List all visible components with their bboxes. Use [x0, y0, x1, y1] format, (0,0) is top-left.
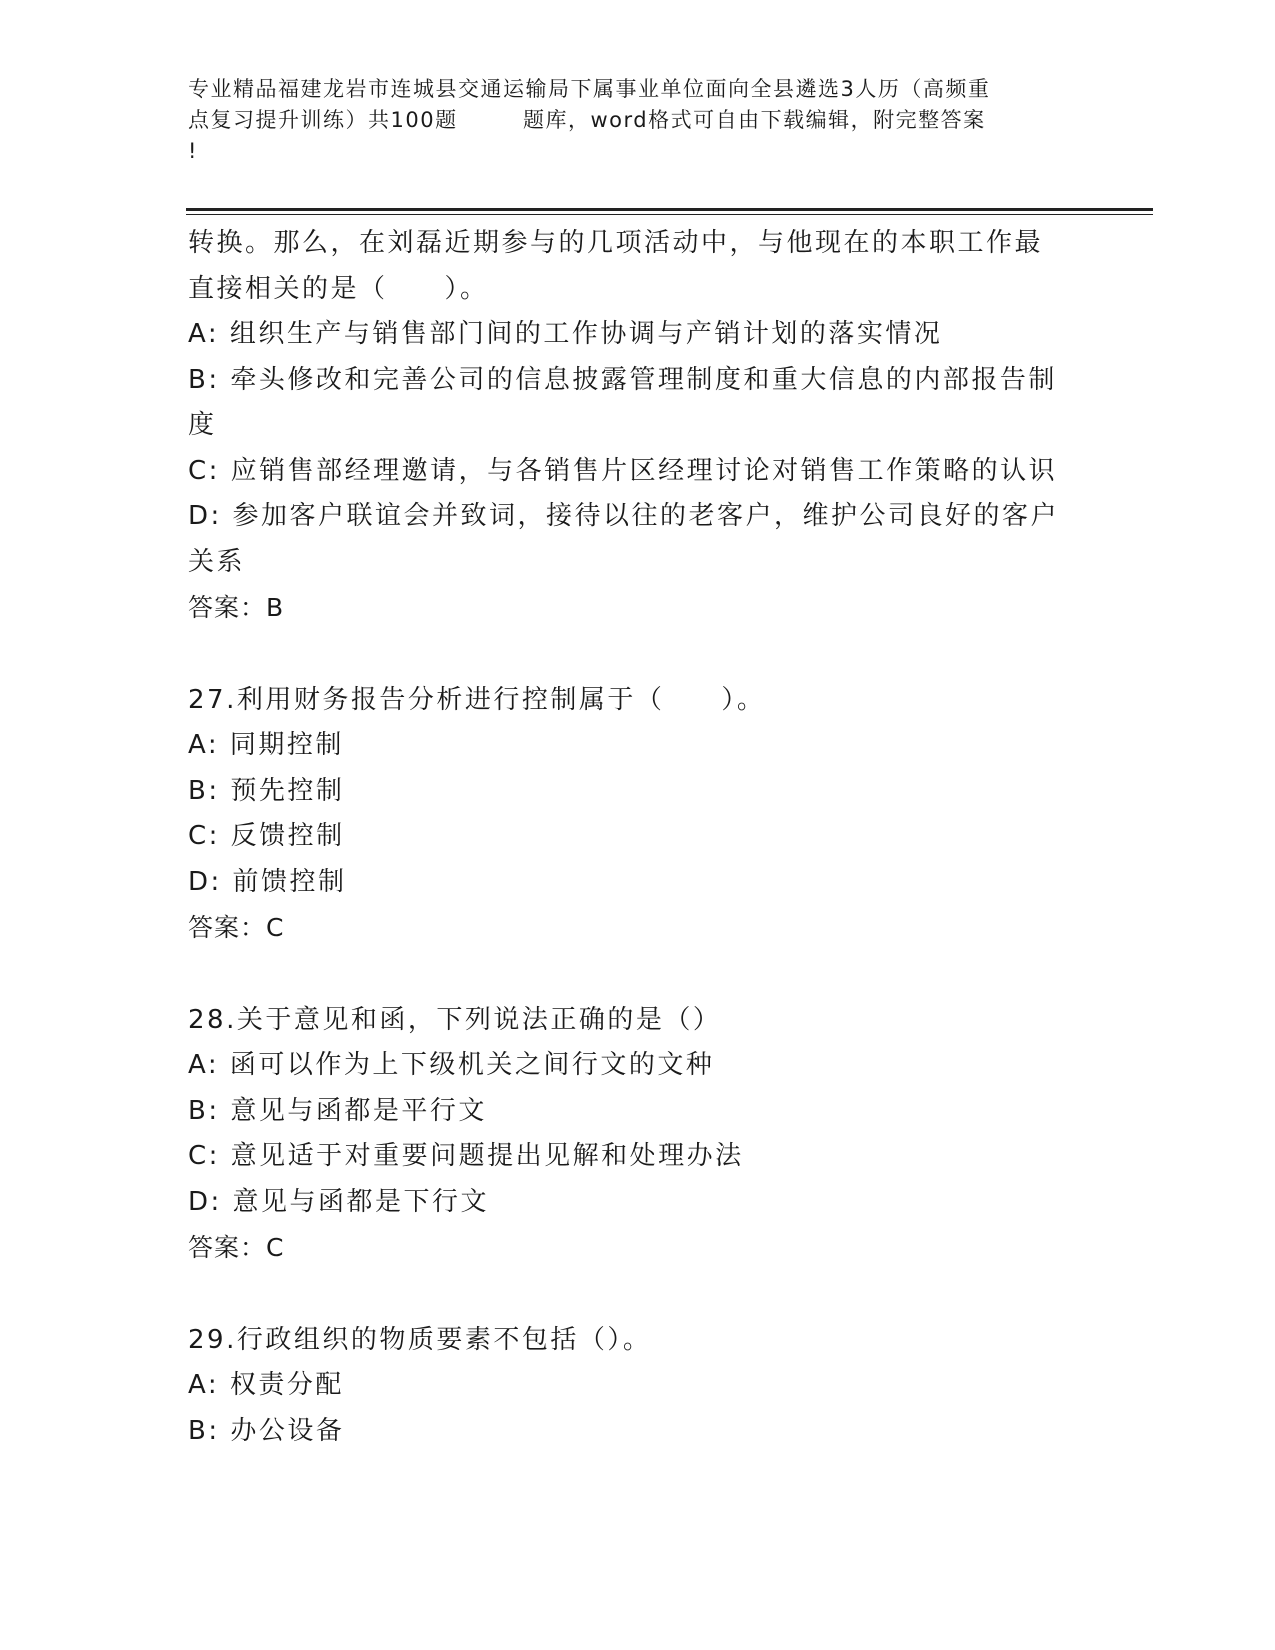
question-stem: 28.关于意见和函，下列说法正确的是（）: [188, 1004, 722, 1035]
option-c: C: 反馈控制: [188, 821, 345, 851]
question-list: [188, 221, 1088, 1454]
option-c: C: 应销售部经理邀请，与各销售片区经理讨论对销售工作策略的认识: [188, 455, 1058, 486]
option-a: A: 同期控制: [188, 730, 344, 760]
question-27: [188, 678, 1088, 951]
header-title-line-2: 点复习提升训练）共100题 题库，word格式可自由下载编辑，附完整答案: [188, 108, 986, 132]
page-header: [188, 74, 1088, 167]
answer-line: 答案：C: [188, 913, 285, 942]
option-a: A: 权责分配: [188, 1370, 344, 1400]
option-d: D: 意见与函都是下行文: [188, 1186, 490, 1217]
option-b: B: 办公设备: [188, 1415, 345, 1446]
question-28: [188, 998, 1088, 1271]
question-stem: 29.行政组织的物质要素不包括（）。: [188, 1324, 652, 1355]
answer-line: 答案：B: [188, 593, 285, 622]
option-a: A: 组织生产与销售部门间的工作协调与产销计划的落实情况: [188, 319, 943, 349]
header-title-line-3: !: [188, 139, 198, 163]
question-continued: [188, 221, 1088, 631]
option-d-wrap: 关系: [188, 546, 246, 577]
question-stem: 直接相关的是（ ）。: [188, 273, 489, 304]
question-stem: 转换。那么，在刘磊近期参与的几项活动中，与他现在的本职工作最: [188, 228, 1044, 258]
answer-line: 答案：C: [188, 1233, 285, 1262]
option-b-wrap: 度: [188, 410, 217, 440]
option-b: B: 预先控制: [188, 775, 345, 806]
header-title-line-1: 专业精品福建龙岩市连城县交通运输局下属事业单位面向全县遴选3人历（高频重: [188, 77, 991, 101]
question-stem: 27.利用财务报告分析进行控制属于（ ）。: [188, 684, 766, 715]
header-divider: [186, 208, 1153, 215]
option-c: C: 意见适于对重要问题提出见解和处理办法: [188, 1141, 744, 1171]
option-d: D: 参加客户联谊会并致词，接待以往的老客户，维护公司良好的客户: [188, 501, 1060, 531]
question-29: [188, 1318, 1088, 1455]
option-a: A: 函可以作为上下级机关之间行文的文种: [188, 1050, 715, 1080]
option-b: B: 牵头修改和完善公司的信息披露管理制度和重大信息的内部报告制: [188, 364, 1057, 395]
option-d: D: 前馈控制: [188, 866, 347, 897]
option-b: B: 意见与函都是平行文: [188, 1095, 487, 1126]
